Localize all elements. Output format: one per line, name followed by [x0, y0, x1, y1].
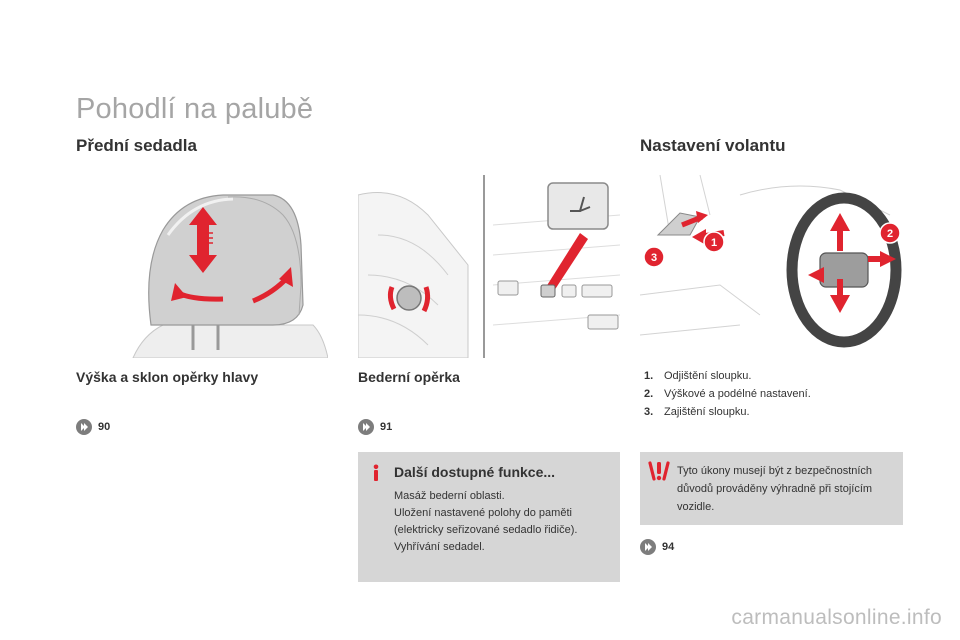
page-number: 90: [98, 421, 111, 433]
section-title-front-seats: Přední sedadla: [76, 136, 197, 155]
lumbar-caption: Bederní opěrka: [358, 369, 460, 385]
headrest-caption: Výška a sklon opěrky hlavy: [76, 369, 259, 385]
watermark: carmanualsonline.info: [731, 606, 942, 629]
lumbar-knob: [397, 286, 421, 310]
info-box: [358, 452, 620, 582]
lumbar-illustration: [358, 175, 620, 358]
info-box-title: Další dostupné funkce...: [394, 464, 556, 480]
page-title: Pohodlí na palubě: [76, 93, 314, 125]
info-icon: [367, 464, 385, 482]
page-reference-lumbar[interactable]: [358, 419, 392, 435]
steering-illustration: [640, 175, 903, 358]
page-number: 94: [662, 541, 675, 553]
page-reference-steering[interactable]: [640, 539, 674, 555]
steering-steps-list: [644, 367, 811, 421]
svg-text:3: 3: [650, 252, 658, 264]
list-item: 2. Výškové a podélné nastavení.: [644, 388, 811, 400]
info-box-body: Masáž bederní oblasti. Uložení nastavené polohy do paměti (elektricky seřizované sedadlo řidiče). Vyhřívání sedadel.: [394, 490, 578, 553]
svg-text:1: 1: [710, 237, 718, 249]
seat-switch-icon: [548, 183, 608, 229]
headrest-illustration: [123, 175, 328, 358]
list-item: 3. Zajištění sloupku.: [644, 406, 750, 418]
section-title-steering: Nastavení volantu: [640, 136, 786, 155]
list-item: 1. Odjištění sloupku.: [644, 370, 752, 382]
page-reference-icon: [358, 419, 374, 435]
page-reference-icon: [640, 539, 656, 555]
page-reference-icon: [76, 419, 92, 435]
svg-text:2: 2: [886, 228, 894, 240]
warning-box: [640, 452, 903, 525]
warning-icon: [648, 461, 670, 481]
page-reference-headrest[interactable]: [76, 419, 110, 435]
warning-text: Tyto úkony musejí být z bezpečnostních důvodů prováděny výhradně při stojícím vozidle.: [677, 465, 873, 513]
page-number: 91: [380, 421, 393, 433]
